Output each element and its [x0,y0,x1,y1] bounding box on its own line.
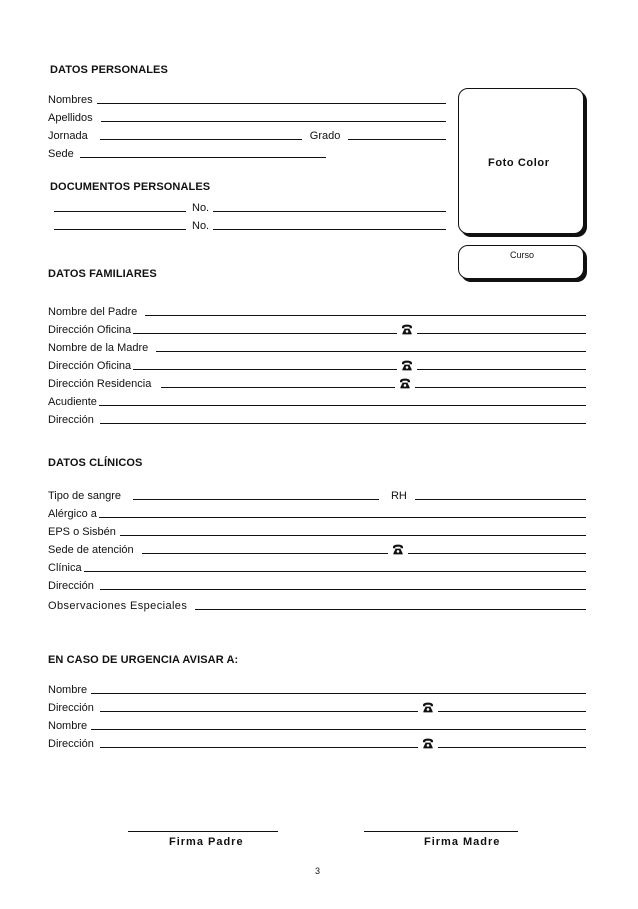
telephone-icon [401,324,413,335]
sede-field[interactable] [48,146,326,160]
rh-line[interactable] [415,499,586,500]
clinica-label: Clínica [48,562,82,574]
apellidos-label: Apellidos [48,112,93,124]
photo-label: Foto Color [488,157,550,169]
dir-residencia-row [48,376,586,390]
sede-line[interactable] [80,157,326,158]
document-row-1 [54,200,446,214]
madre-line[interactable] [156,351,586,352]
document-number-line-1[interactable] [213,211,446,212]
sede-atencion-label: Sede de atención [48,544,134,556]
firma-padre-line[interactable] [128,831,278,832]
sede-label: Sede [48,148,74,160]
madre-field[interactable] [48,340,586,354]
telephone-icon [422,702,434,713]
emergency-phone-2-line[interactable] [438,747,586,748]
dir-oficina-1-row [48,322,586,336]
nombres-field[interactable] [48,92,446,106]
padre-line[interactable] [145,315,586,316]
emergency-direccion-1-line[interactable] [100,711,418,712]
dir-oficina-1-line[interactable] [133,333,397,334]
emergency-nombre-1-field[interactable] [48,682,586,696]
family-direccion-line[interactable] [100,423,586,424]
clinica-field[interactable] [48,560,586,574]
document-row-2 [54,218,446,232]
phone-oficina-1-line[interactable] [417,333,586,334]
page-number: 3 [315,866,321,876]
dir-oficina-2-row [48,358,586,372]
dir-residencia-label: Dirección Residencia [48,378,152,390]
jornada-line[interactable] [100,139,302,140]
family-direccion-field[interactable] [48,412,586,426]
emergency-nombre-1-line[interactable] [91,693,586,694]
alergico-field[interactable] [48,506,586,520]
sangre-label: Tipo de sangre [48,490,121,502]
firma-padre-label: Firma Padre [169,836,244,848]
family-direccion-label: Dirección [48,414,94,426]
apellidos-line[interactable] [101,121,446,122]
acudiente-label: Acudiente [48,396,97,408]
emergency-direccion-2-row [48,736,586,750]
observaciones-field[interactable] [48,598,586,612]
eps-line[interactable] [120,535,586,536]
alergico-line[interactable] [99,517,586,518]
alergico-label: Alérgico a [48,508,97,520]
emergency-direccion-1-row [48,700,586,714]
emergency-nombre-2-label: Nombre [48,720,88,732]
sangre-rh-row [48,488,586,502]
eps-field[interactable] [48,524,586,538]
emergency-direccion-2-label: Dirección [48,738,94,750]
telephone-icon [399,378,411,389]
clinica-line[interactable] [84,571,586,572]
firma-madre-line[interactable] [364,831,518,832]
observaciones-line[interactable] [195,609,586,610]
dir-oficina-1-label: Dirección Oficina [48,324,132,336]
emergency-nombre-1-label: Nombre [48,684,88,696]
grado-label: Grado [309,130,341,142]
phone-oficina-2-line[interactable] [417,369,586,370]
clinical-direccion-line[interactable] [100,589,586,590]
emergency-phone-1-line[interactable] [438,711,586,712]
jornada-grado-row [48,128,446,142]
emergency-direccion-2-line[interactable] [100,747,418,748]
emergency-nombre-2-line[interactable] [91,729,586,730]
madre-label: Nombre de la Madre [48,342,149,354]
phone-sede-atencion-line[interactable] [408,553,586,554]
section-heading-family: DATOS FAMILIARES [48,268,157,280]
section-heading-personal: DATOS PERSONALES [50,64,168,76]
curso-label: Curso [510,250,535,260]
clinical-direccion-field[interactable] [48,578,586,592]
rh-label: RH [390,490,407,502]
nombres-label: Nombres [48,94,93,106]
document-no-label-1: No. [192,202,210,214]
document-no-label-2: No. [192,220,210,232]
document-type-line-2[interactable] [54,229,186,230]
emergency-direccion-1-label: Dirección [48,702,94,714]
telephone-icon [401,360,413,371]
dir-oficina-2-label: Dirección Oficina [48,360,132,372]
acudiente-line[interactable] [99,405,586,406]
section-heading-emergency: EN CASO DE URGENCIA AVISAR A: [48,654,239,666]
jornada-label: Jornada [48,130,88,142]
telephone-icon [392,544,404,555]
phone-residencia-line[interactable] [415,387,586,388]
eps-label: EPS o Sisbén [48,526,116,538]
padre-field[interactable] [48,304,586,318]
telephone-icon [422,738,434,749]
document-number-line-2[interactable] [213,229,446,230]
emergency-nombre-2-field[interactable] [48,718,586,732]
dir-oficina-2-line[interactable] [133,369,397,370]
sede-atencion-row [48,542,586,556]
observaciones-label: Observaciones Especiales [48,600,188,612]
acudiente-field[interactable] [48,394,586,408]
section-heading-clinical: DATOS CLÍNICOS [48,457,143,469]
firma-madre-label: Firma Madre [424,836,501,848]
dir-residencia-line[interactable] [161,387,395,388]
sede-atencion-line[interactable] [142,553,388,554]
padre-label: Nombre del Padre [48,306,138,318]
sangre-line[interactable] [133,499,379,500]
grado-line[interactable] [348,139,446,140]
section-heading-documents: DOCUMENTOS PERSONALES [50,181,211,193]
document-type-line-1[interactable] [54,211,186,212]
clinical-direccion-label: Dirección [48,580,94,592]
nombres-line[interactable] [97,103,446,104]
apellidos-field[interactable] [48,110,446,124]
